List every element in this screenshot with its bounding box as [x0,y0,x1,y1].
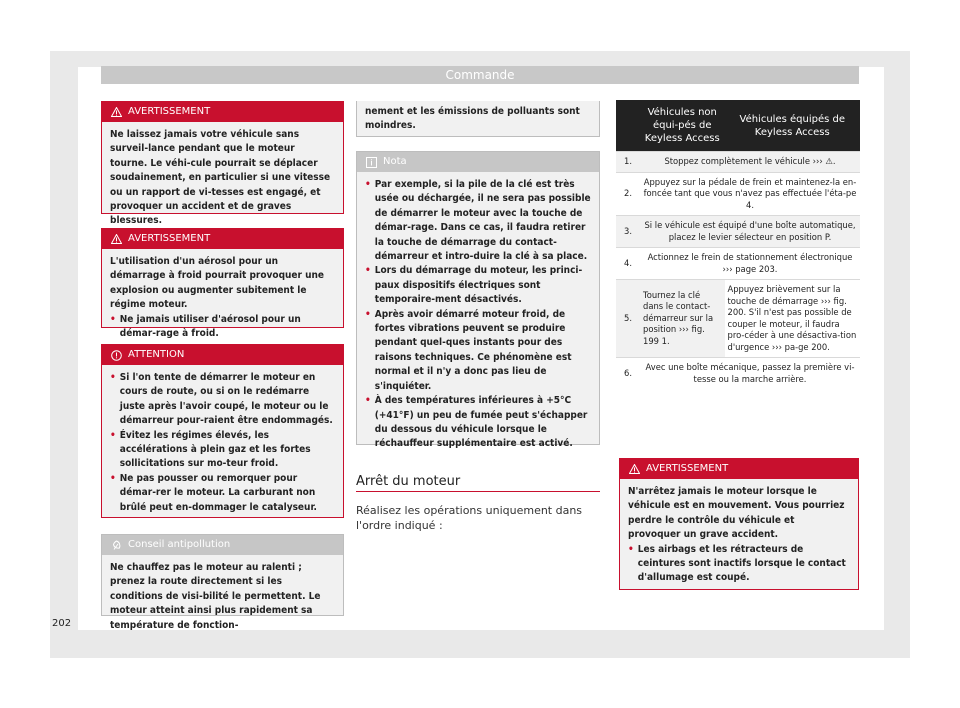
attention-box [101,344,344,518]
nota-box-header [357,152,599,172]
warning-triangle-icon [628,463,640,475]
bullet-dot-icon: • [365,395,371,407]
bullet-dot-icon: • [110,472,116,484]
nota-box [356,151,600,450]
bullet-dot-icon: • [365,179,371,190]
step-text: Actionnez le frein de stationnement électronique ››› page 203. [640,248,860,280]
warning-box-3 [619,458,859,590]
page-number: 202 [52,618,72,629]
nota-bullet: • À des températures inférieures à +5°C (+41°F) un peu de fumée peut s'échapper du dessous du véhicule lorsque le réchauffeur supplémentaire est activé. [365,394,591,452]
nota-box-title: Nota [383,156,407,167]
conseil-continuation-box [356,101,600,137]
info-square-icon [365,156,377,168]
nota-bullet: • Lors du démarrage du moteur, les princi-paux dispositifs électriques sont temporaire-ment désactivés. [365,264,591,307]
warning-box-3-bullet: • Les airbags et les rétracteurs de ceintures sont inactifs lorsque le contact d'allumage est coupé. [628,543,850,586]
bullet-dot-icon: • [110,313,116,325]
warning-box-3-header [620,459,858,479]
bullet-dot-icon: • [110,372,116,383]
bullet-dot-icon: • [365,308,371,320]
bullet-dot-icon: • [365,265,371,277]
step-number: 6. [616,358,640,390]
step-text: Stoppez complètement le véhicule ››› ⚠. [640,152,860,173]
page-header: Commande [101,66,859,84]
step-text: Avec une boîte mécanique, passez la première vi-tesse ou la marche arrière. [640,358,860,390]
attention-bullet: • Si l'on tente de démarrer le moteur en cours de route, ou si on le redémarre juste après l'avoir coupé, le moteur ou le démarreur pour-raient être endommagés. [110,371,335,429]
step-number: 2. [616,172,640,216]
warning-box-2-text: L'utilisation d'un aérosol pour un démarrage à froid pourrait provoquer une explosion ou augmenter subitement le régime moteur. [110,256,325,311]
warning-box-2-header [102,229,343,249]
steps-table [616,100,860,389]
conseil-box [101,534,344,631]
bullet-dot-icon: • [628,543,634,555]
attention-bullet: • Ne pas pousser ou remorquer pour démar-rer le moteur. La carburant non brûlé peut en-dommager le catalyseur. [110,472,335,515]
section-text: Réalisez les opérations uniquement dans l'ordre indiqué : [356,504,583,532]
warning-box-1-title: AVERTISSEMENT [128,106,211,117]
table-row [616,216,860,248]
step-number: 1. [616,152,640,173]
attention-bullet: • Évitez les régimes élevés, les accélérations à plein gaz et les fortes sollicitations sur mo-teur froid. [110,429,335,472]
warning-box-2 [101,228,344,340]
table-header-cell: Véhicules équipés de Keyless Access [725,100,861,152]
warning-box-2-title: AVERTISSEMENT [128,233,211,244]
step-text: Appuyez sur la pédale de frein et maintenez-la en-foncée tant que vous n'avez pas effectuée l'éta-pe 4. [640,172,860,216]
bullet-dot-icon: • [110,429,116,441]
step-text-non-keyless: Tournez la clé dans le contact-démarreur sur la position ››› fig. 199 1. [640,280,725,358]
table-row [616,248,860,280]
warning-box-1 [101,101,344,227]
warning-box-3-text: N'arrêtez jamais le moteur lorsque le véhicule est en mouvement. Vous pourriez perdre le contrôle du véhicule et provoquer un grave accident. [628,486,845,541]
conseil-box-title: Conseil antipollution [128,539,231,550]
attention-box-header [102,345,343,365]
attention-box-title: ATTENTION [128,349,185,360]
warning-box-2-bullet: • Ne jamais utiliser d'aérosol pour un démar-rage à froid. [110,313,335,342]
table-row [616,280,860,358]
nota-bullet: • Après avoir démarré moteur froid, de fortes vibrations peuvent se produire pendant quel-ques instants pour des raisons techniques. Ce phénomène est normal et il n'y a donc pas lieu de s'inquiéter. [365,308,591,394]
table-row [616,358,860,390]
warning-box-1-text: Ne laissez jamais votre véhicule sans surveil-lance pendant que le moteur tourne. Le véhi-cule pourrait se déplacer soudainement, en particulier si une vitesse ou un rapport de vi-tesses est engagé, et provoquer un accident et de graves blessures. [110,129,331,227]
nota-bullet: • Par exemple, si la pile de la clé est très usée ou déchargée, il ne sera pas possible de démarrer le moteur avec la touche de démar-rage. Dans ce cas, il faudra retirer la touche de démarrage du contact-démarreur et intro-duire la clé à sa place. [365,178,591,264]
info-circle-icon [110,349,122,361]
table-row [616,152,860,173]
table-row [616,172,860,216]
conseil-box-text: Ne chauffez pas le moteur au ralenti ; prenez la route directement si les conditions de visi-bilité le permettent. Le moteur atteint ainsi plus rapidement sa température de fonction- [110,562,321,631]
warning-box-3-title: AVERTISSEMENT [646,463,729,474]
step-number: 4. [616,248,640,280]
conseil-continuation-text: nement et les émissions de polluants sont moindres. [365,106,580,132]
warning-triangle-icon [110,233,122,245]
step-text-keyless: Appuyez brièvement sur la touche de démarrage ››› fig. 200. S'il n'est pas possible de couper le moteur, il faudra pro-céder à une désactiva-tion d'urgence ››› pa-ge 200. [725,280,861,358]
table-header-cell [616,100,640,152]
section-divider [356,491,600,492]
table-header-row [616,100,860,152]
step-number: 3. [616,216,640,248]
warning-box-1-header [102,102,343,122]
warning-triangle-icon [110,106,122,118]
conseil-box-header [102,535,343,555]
step-number: 5. [616,280,640,358]
step-text: Si le véhicule est équipé d'une boîte automatique, placez le levier sélecteur en position P. [640,216,860,248]
section-title: Arrêt du moteur [356,474,461,489]
table-header-cell: Véhicules non équi-pés de Keyless Access [640,100,725,152]
leaf-eco-icon [110,539,122,551]
